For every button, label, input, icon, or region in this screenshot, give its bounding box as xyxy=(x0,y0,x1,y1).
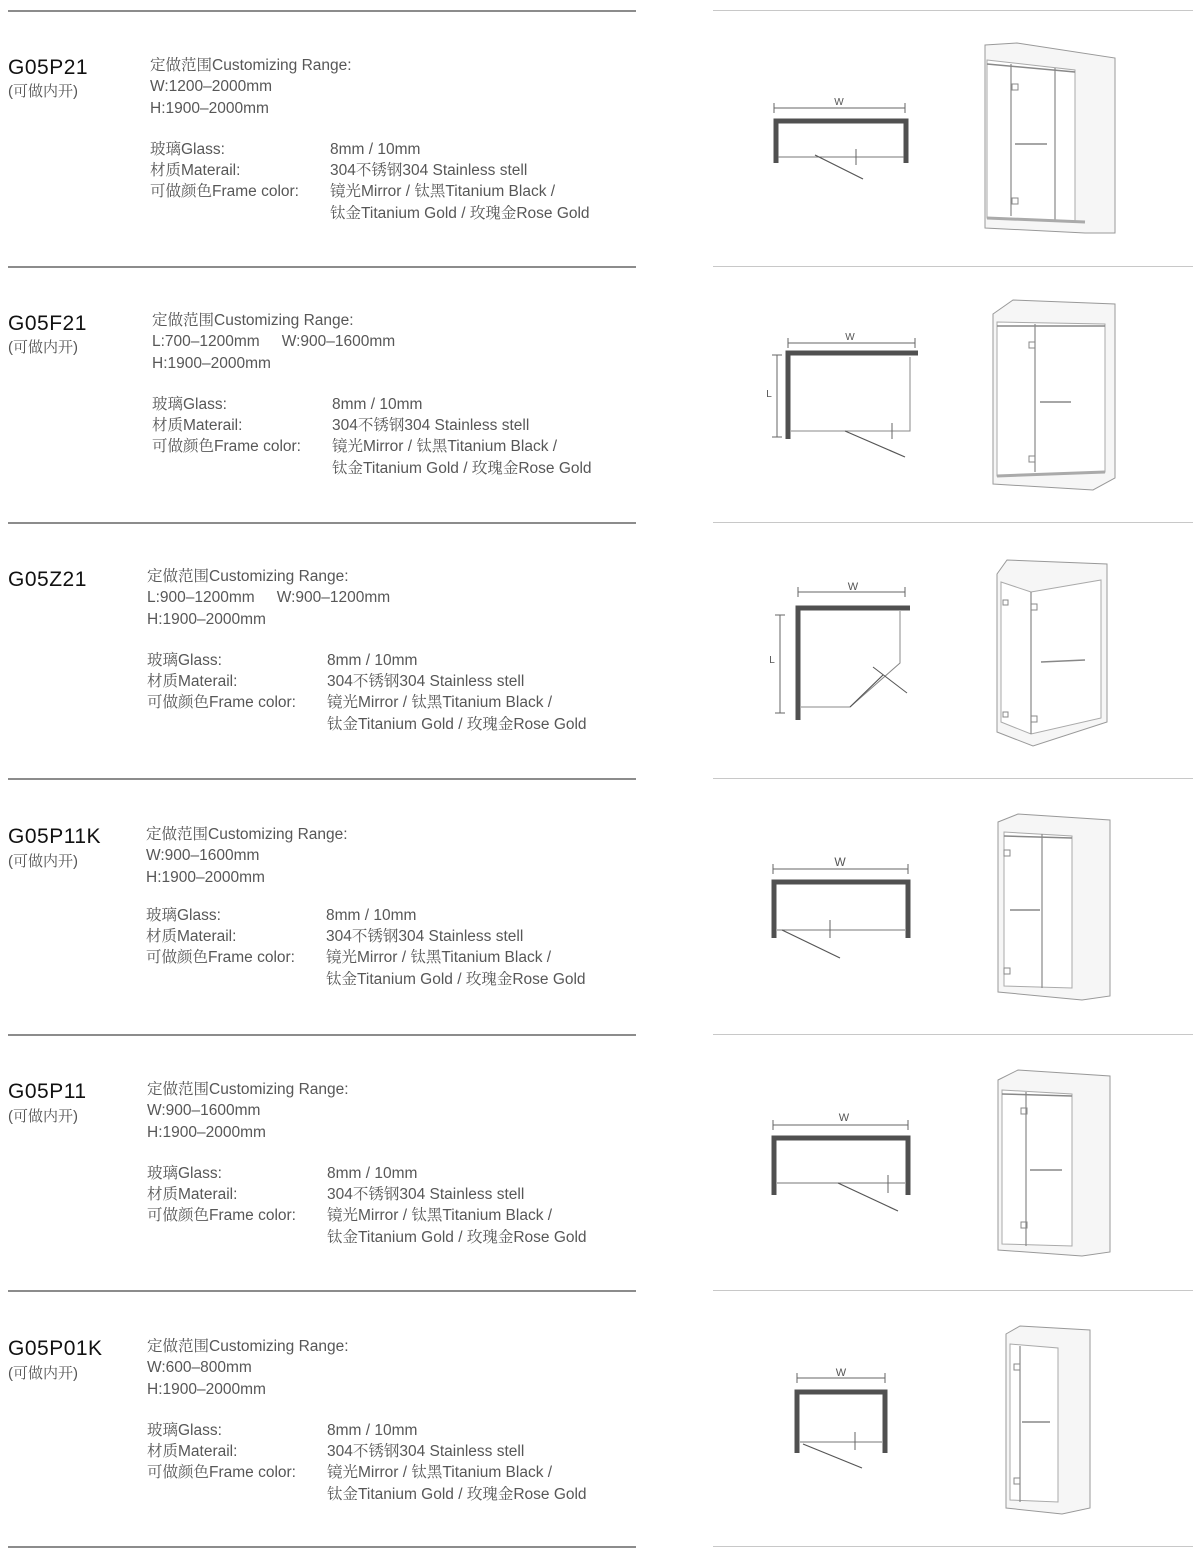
glass-label: 玻璃Glass: xyxy=(147,1421,222,1439)
frame-color-value-1: 镜光Mirror / 钛黑Titanium Black / xyxy=(327,1464,553,1482)
frame-color-value-2: 钛金Titanium Gold / 玫瑰金Rose Gold xyxy=(332,459,592,477)
material-label: 材质Materail: xyxy=(152,417,243,435)
frame-color-label: 可做颜色Frame color: xyxy=(147,694,296,712)
divider xyxy=(713,1034,1193,1035)
glass-value: 8mm / 10mm xyxy=(327,1164,418,1182)
range-label: 定做范围Customizing Range: xyxy=(147,1338,349,1355)
floor-plan-diagram xyxy=(760,85,930,195)
range-label: 定做范围Customizing Range: xyxy=(147,568,349,585)
frame-color-value-1: 镜光Mirror / 钛黑Titanium Black / xyxy=(326,949,552,967)
shower-enclosure-illustration xyxy=(975,40,1125,240)
model-note: (可做内开) xyxy=(8,1365,78,1382)
range-width: W:900–1200mm xyxy=(276,589,391,607)
range-height: H:1900–2000mm xyxy=(152,354,271,372)
material-value: 304不锈钢304 Stainless stell xyxy=(327,1186,525,1204)
frame-color-value-1: 镜光Mirror / 钛黑Titanium Black / xyxy=(330,183,556,201)
spec-block xyxy=(146,824,586,990)
shower-enclosure-illustration xyxy=(985,296,1125,496)
material-label: 材质Materail: xyxy=(146,928,237,946)
frame-color-value-1: 镜光Mirror / 钛黑Titanium Black / xyxy=(327,1207,553,1225)
material-value: 304不锈钢304 Stainless stell xyxy=(326,928,524,946)
spec-block xyxy=(150,55,590,224)
floor-plan-diagram xyxy=(785,1360,895,1475)
range-label: 定做范围Customizing Range: xyxy=(146,826,348,843)
divider xyxy=(713,522,1193,523)
model-code: G05P11K xyxy=(8,825,102,848)
model-note: (可做内开) xyxy=(8,1108,78,1125)
shower-enclosure-illustration xyxy=(985,552,1125,752)
floor-plan-diagram xyxy=(760,1105,925,1220)
plan-dim-label: W xyxy=(847,581,859,593)
shower-enclosure-illustration xyxy=(990,810,1120,1005)
glass-value: 8mm / 10mm xyxy=(327,651,418,669)
glass-label: 玻璃Glass: xyxy=(147,651,222,669)
divider xyxy=(8,1034,636,1036)
spec-block xyxy=(147,566,587,735)
divider xyxy=(713,10,1193,11)
range-height: H:1900–2000mm xyxy=(150,99,269,117)
frame-color-value-2: 钛金Titanium Gold / 玫瑰金Rose Gold xyxy=(327,715,587,733)
spec-block xyxy=(147,1336,587,1505)
material-value: 304不锈钢304 Stainless stell xyxy=(332,417,530,435)
divider xyxy=(8,266,636,268)
model-note: (可做内开) xyxy=(8,853,78,870)
frame-color-label: 可做颜色Frame color: xyxy=(147,1207,296,1225)
shower-enclosure-illustration xyxy=(990,1066,1120,1261)
divider xyxy=(8,1290,636,1292)
glass-label: 玻璃Glass: xyxy=(147,1164,222,1182)
material-value: 304不锈钢304 Stainless stell xyxy=(330,162,528,180)
range-width: W:900–1600mm xyxy=(146,847,260,865)
model-note: (可做内开) xyxy=(8,83,78,100)
material-label: 材质Materail: xyxy=(147,1186,238,1204)
material-label: 材质Materail: xyxy=(147,1443,238,1461)
glass-value: 8mm / 10mm xyxy=(326,906,417,924)
range-length: L:900–1200mm xyxy=(147,589,255,607)
frame-color-label: 可做颜色Frame color: xyxy=(147,1464,296,1482)
glass-value: 8mm / 10mm xyxy=(330,140,421,158)
floor-plan-diagram xyxy=(760,850,925,965)
model-code: G05P11 xyxy=(8,1080,87,1103)
frame-color-label: 可做颜色Frame color: xyxy=(152,438,301,456)
range-label: 定做范围Customizing Range: xyxy=(150,57,352,74)
plan-dim-label: W xyxy=(845,332,855,343)
range-length: L:700–1200mm xyxy=(152,333,260,351)
frame-color-label: 可做颜色Frame color: xyxy=(150,183,299,201)
range-height: H:1900–2000mm xyxy=(147,1123,266,1141)
floor-plan-diagram xyxy=(755,575,930,725)
glass-label: 玻璃Glass: xyxy=(146,906,221,924)
range-height: H:1900–2000mm xyxy=(147,610,266,628)
material-value: 304不锈钢304 Stainless stell xyxy=(327,1443,525,1461)
range-width: W:900–1600mm xyxy=(147,1102,261,1120)
range-height: H:1900–2000mm xyxy=(146,868,265,886)
range-height: H:1900–2000mm xyxy=(147,1380,266,1398)
frame-color-value-1: 镜光Mirror / 钛黑Titanium Black / xyxy=(327,694,553,712)
divider xyxy=(713,1290,1193,1291)
frame-color-value-2: 钛金Titanium Gold / 玫瑰金Rose Gold xyxy=(326,970,586,988)
frame-color-value-2: 钛金Titanium Gold / 玫瑰金Rose Gold xyxy=(327,1228,587,1246)
model-code: G05P01K xyxy=(8,1337,103,1360)
range-width: W:1200–2000mm xyxy=(150,78,273,96)
frame-color-value-2: 钛金Titanium Gold / 玫瑰金Rose Gold xyxy=(330,204,590,222)
range-label: 定做范围Customizing Range: xyxy=(147,1081,349,1098)
shower-enclosure-illustration xyxy=(1000,1322,1100,1517)
glass-label: 玻璃Glass: xyxy=(152,395,227,413)
material-value: 304不锈钢304 Stainless stell xyxy=(327,673,525,691)
divider xyxy=(8,522,636,524)
plan-dim-label: W xyxy=(834,855,846,869)
model-code: G05Z21 xyxy=(8,568,87,591)
divider xyxy=(8,1546,636,1548)
material-label: 材质Materail: xyxy=(147,673,238,691)
plan-dim-label: W xyxy=(838,1112,850,1124)
range-width: W:900–1600mm xyxy=(281,333,396,351)
plan-dim-label: W xyxy=(835,1367,847,1379)
model-code: G05P21 xyxy=(8,56,89,79)
glass-value: 8mm / 10mm xyxy=(327,1421,418,1439)
model-code: G05F21 xyxy=(8,312,87,335)
frame-color-value-1: 镜光Mirror / 钛黑Titanium Black / xyxy=(332,438,558,456)
frame-color-value-2: 钛金Titanium Gold / 玫瑰金Rose Gold xyxy=(327,1485,587,1503)
divider xyxy=(8,778,636,780)
plan-dim-label: L xyxy=(766,389,772,400)
spec-block xyxy=(152,310,592,479)
divider xyxy=(713,778,1193,779)
floor-plan-diagram xyxy=(755,325,930,465)
frame-color-label: 可做颜色Frame color: xyxy=(146,949,295,967)
range-width: W:600–800mm xyxy=(147,1359,252,1377)
plan-dim-label: W xyxy=(834,97,844,108)
range-label: 定做范围Customizing Range: xyxy=(152,312,354,329)
glass-label: 玻璃Glass: xyxy=(150,140,225,158)
plan-dim-label: L xyxy=(769,655,775,666)
divider xyxy=(713,266,1193,267)
spec-block xyxy=(147,1079,587,1248)
divider xyxy=(713,1546,1193,1547)
material-label: 材质Materail: xyxy=(150,162,241,180)
glass-value: 8mm / 10mm xyxy=(332,395,423,413)
model-note: (可做内开) xyxy=(8,339,78,356)
divider xyxy=(8,10,636,12)
